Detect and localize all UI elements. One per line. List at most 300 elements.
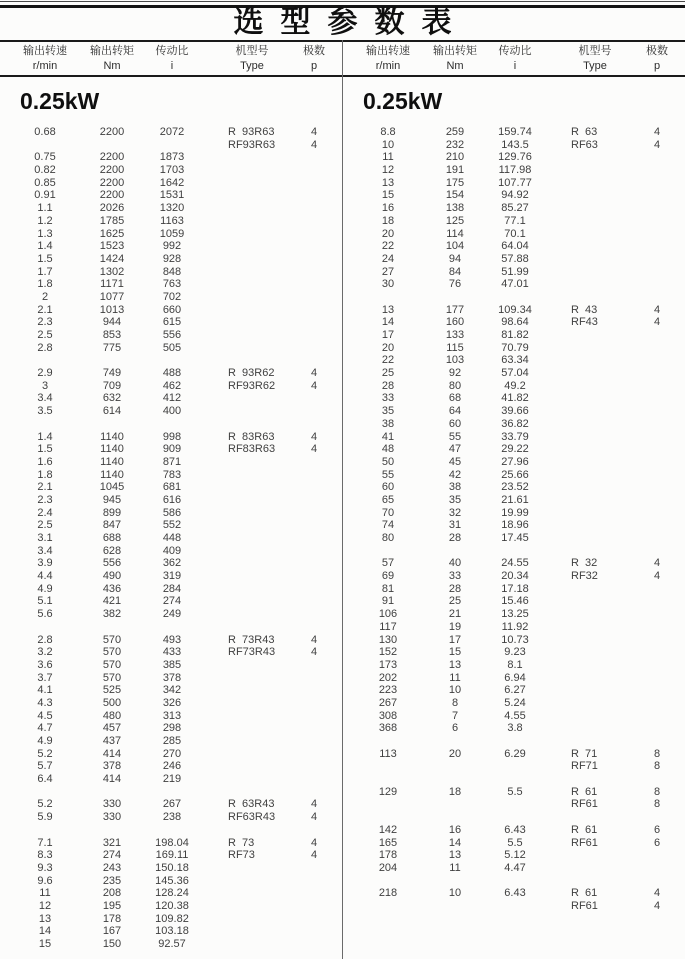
left-table-blocks (0, 126, 342, 951)
header-poles-unit: p (653, 60, 661, 72)
table-row (0, 684, 342, 697)
torque-cell: 2200 (99, 176, 125, 189)
table-row (0, 545, 342, 558)
table-row (0, 380, 342, 393)
type-cell: R 61 (571, 823, 598, 836)
type-cell (210, 316, 294, 329)
type-cell: R 32 (571, 557, 598, 570)
type-cell: R 93R63 (228, 126, 275, 138)
speed-cell: 55 (381, 468, 395, 481)
type-cell (210, 925, 294, 938)
poles-cell: 8 (653, 785, 661, 798)
table-header-left (0, 44, 342, 74)
poles-cell (637, 862, 677, 875)
ratio-cell: 326 (162, 696, 182, 709)
speed-cell: 74 (381, 519, 395, 532)
table-row (0, 291, 342, 304)
header-output-torque (433, 44, 477, 74)
table-row (0, 735, 342, 748)
poles-cell: 6 (653, 823, 661, 836)
poles-cell (294, 202, 334, 215)
type-cell (553, 532, 637, 545)
table-row (343, 392, 685, 405)
torque-cell: 33 (448, 570, 462, 583)
type-cell (210, 748, 294, 761)
type-cell (210, 545, 294, 558)
table-row (0, 595, 342, 608)
poles-cell (294, 228, 334, 241)
type-cell (553, 507, 637, 520)
poles-cell (637, 215, 677, 228)
poles-cell (294, 481, 334, 494)
ratio-cell: 238 (162, 811, 182, 824)
table-row (343, 228, 685, 241)
ratio-cell: 9.23 (504, 646, 526, 659)
ratio-cell: 488 (162, 367, 182, 380)
table-row (343, 304, 685, 317)
table-row (0, 507, 342, 520)
speed-cell: 204 (378, 861, 398, 874)
poles-cell (294, 189, 334, 202)
torque-cell: 42 (448, 468, 462, 481)
torque-cell: 614 (102, 405, 122, 418)
poles-cell: 4 (310, 430, 318, 443)
type-cell (553, 266, 637, 279)
poles-cell (294, 392, 334, 405)
torque-cell: 177 (445, 303, 465, 316)
poles-cell (637, 710, 677, 723)
table-row (0, 278, 342, 291)
speed-cell: 12 (38, 899, 52, 912)
table-row (343, 177, 685, 190)
ratio-cell (477, 900, 553, 913)
poles-cell (637, 608, 677, 621)
torque-cell: 45 (448, 455, 462, 468)
type-cell (553, 228, 637, 241)
ratio-cell: 5.5 (507, 785, 523, 798)
top-rule-thin (0, 1, 685, 2)
poles-cell (637, 342, 677, 355)
table-row (343, 532, 685, 545)
speed-cell: 1.6 (37, 455, 53, 468)
ratio-cell: 33.79 (501, 430, 529, 443)
ratio-cell: 109.82 (155, 912, 189, 925)
table-row (343, 481, 685, 494)
torque-cell: 175 (445, 176, 465, 189)
table-row (0, 367, 342, 380)
header-ratio-unit: i (513, 60, 517, 72)
ratio-cell: 128.24 (155, 887, 189, 900)
torque-cell: 632 (102, 392, 122, 405)
header-output-torque (90, 44, 134, 74)
type-cell: RF32 (571, 570, 598, 583)
type-cell (553, 621, 637, 634)
torque-cell: 1171 (100, 278, 124, 291)
ratio-cell: 1873 (159, 151, 185, 164)
type-cell: RF71 (571, 760, 598, 773)
ratio-cell: 992 (162, 240, 182, 253)
table-row (0, 925, 342, 938)
header-output-torque-label: 输出转矩 (90, 45, 134, 57)
header-output-speed-label: 输出转速 (23, 45, 67, 57)
type-cell (210, 329, 294, 342)
poles-cell (294, 519, 334, 532)
ratio-cell: 4.55 (504, 709, 526, 722)
torque-cell: 2200 (99, 164, 125, 177)
ratio-cell: 702 (162, 290, 182, 303)
type-cell (210, 519, 294, 532)
torque-cell: 414 (102, 773, 122, 786)
speed-cell: 2.8 (37, 341, 53, 354)
ratio-cell: 412 (162, 392, 182, 405)
torque-cell: 1523 (99, 240, 125, 253)
type-cell (210, 760, 294, 773)
speed-cell: 13 (38, 912, 52, 925)
torque-cell: 570 (102, 646, 122, 659)
ratio-cell: 23.52 (501, 481, 529, 494)
table-block (343, 824, 685, 875)
type-cell (210, 684, 294, 697)
poles-cell (637, 532, 677, 545)
torque-cell: 382 (102, 608, 122, 621)
poles-cell (294, 570, 334, 583)
torque-cell: 13 (448, 849, 462, 862)
poles-cell (294, 748, 334, 761)
table-row (0, 266, 342, 279)
speed-cell: 1.4 (37, 430, 53, 443)
type-cell (210, 913, 294, 926)
table-row (343, 621, 685, 634)
type-cell (553, 684, 637, 697)
ratio-cell: 107.77 (498, 176, 532, 189)
ratio-cell: 36.82 (501, 417, 529, 430)
table-row (0, 722, 342, 735)
torque-cell: 853 (102, 329, 122, 341)
type-cell (210, 735, 294, 748)
table-row (0, 215, 342, 228)
type-cell (210, 189, 294, 202)
ratio-cell: 505 (162, 341, 182, 354)
type-cell (553, 392, 637, 405)
table-row (343, 380, 685, 393)
speed-cell: 0.82 (34, 164, 56, 177)
poles-cell (294, 304, 334, 317)
ratio-cell: 15.46 (501, 595, 529, 608)
torque-cell: 68 (448, 392, 462, 405)
torque-cell: 709 (102, 379, 122, 392)
header-output-torque-unit: Nm (103, 60, 121, 72)
table-block (343, 126, 685, 291)
table-row (0, 456, 342, 469)
table-row (343, 316, 685, 329)
speed-cell: 129 (378, 785, 398, 798)
type-cell: RF73R43 (228, 646, 276, 659)
table-row (0, 228, 342, 241)
table-row (343, 748, 685, 761)
type-cell (210, 494, 294, 507)
speed-cell: 2.5 (37, 329, 53, 341)
torque-cell: 178 (102, 912, 122, 925)
speed-cell: 5.1 (37, 595, 53, 608)
table-row (343, 583, 685, 596)
table-row (343, 672, 685, 685)
table-row (343, 215, 685, 228)
table-row (0, 760, 342, 773)
header-ratio (477, 44, 553, 74)
type-cell (553, 278, 637, 291)
ratio-cell: 145.36 (155, 874, 189, 887)
ratio-cell: 448 (162, 532, 182, 544)
speed-cell (343, 798, 433, 811)
torque-cell: 32 (448, 506, 462, 519)
ratio-cell: 270 (162, 747, 182, 760)
poles-cell (294, 875, 334, 888)
poles-cell (294, 278, 334, 291)
type-cell (210, 456, 294, 469)
ratio-cell: 109.34 (498, 303, 532, 316)
table-row (343, 443, 685, 456)
torque-cell: 17 (448, 633, 462, 646)
table-row (343, 595, 685, 608)
torque-cell: 421 (102, 595, 122, 608)
speed-cell: 3.6 (37, 658, 53, 671)
type-cell (210, 659, 294, 672)
poles-cell (637, 583, 677, 596)
poles-cell (637, 431, 677, 444)
type-cell (553, 202, 637, 215)
torque-cell: 1140 (100, 430, 124, 443)
header-type-label: 机型号 (235, 45, 269, 57)
ratio-cell: 2072 (159, 126, 185, 138)
table-row (343, 266, 685, 279)
torque-cell: 125 (445, 214, 465, 227)
poles-cell (294, 342, 334, 355)
speed-cell: 5.9 (37, 811, 53, 824)
type-cell (553, 215, 637, 228)
torque-cell: 160 (445, 316, 465, 329)
poles-cell (637, 189, 677, 202)
table-row (0, 202, 342, 215)
ratio-cell: 57.88 (501, 252, 529, 265)
ratio-cell: 57.04 (501, 367, 529, 380)
table-row (343, 608, 685, 621)
speed-cell: 14 (38, 925, 52, 938)
ratio-cell: 70.1 (504, 227, 526, 240)
type-cell (553, 354, 637, 367)
speed-cell: 14 (381, 316, 395, 329)
speed-cell: 4.5 (37, 709, 53, 722)
torque-cell: 688 (102, 532, 122, 544)
type-cell (553, 380, 637, 393)
type-cell (553, 659, 637, 672)
table-row (0, 608, 342, 621)
table-row (0, 494, 342, 507)
poles-cell: 4 (310, 138, 318, 151)
torque-cell: 628 (102, 544, 122, 557)
type-cell (553, 431, 637, 444)
poles-cell (637, 240, 677, 253)
speed-cell: 33 (381, 392, 395, 405)
speed-cell: 106 (378, 608, 398, 621)
torque-cell: 11 (449, 861, 461, 874)
header-ratio (134, 44, 210, 74)
speed-cell: 2.3 (37, 493, 53, 506)
type-cell: R 43 (571, 303, 598, 316)
table-block (343, 748, 685, 773)
speed-cell: 3.7 (37, 671, 53, 684)
type-cell (210, 392, 294, 405)
table-row (343, 202, 685, 215)
type-cell (210, 900, 294, 913)
speed-cell: 22 (381, 354, 395, 367)
table-row (0, 913, 342, 926)
table-row (0, 811, 342, 824)
poles-cell (294, 608, 334, 621)
table-row (0, 139, 342, 152)
torque-cell: 570 (102, 633, 122, 646)
poles-cell (637, 380, 677, 393)
poles-cell (637, 418, 677, 431)
poles-cell (294, 329, 334, 342)
ratio-cell: 98.64 (501, 316, 529, 329)
poles-cell (294, 773, 334, 786)
table-row (343, 722, 685, 735)
poles-cell (637, 392, 677, 405)
poles-cell (637, 684, 677, 697)
ratio-cell: 143.5 (501, 138, 529, 151)
torque-cell (90, 139, 134, 152)
poles-cell: 4 (653, 303, 661, 316)
speed-cell: 117 (379, 620, 397, 633)
speed-cell: 218 (378, 887, 398, 900)
speed-cell: 15 (381, 189, 395, 202)
poles-cell (294, 722, 334, 735)
speed-cell: 2.3 (37, 316, 53, 329)
poles-cell (294, 456, 334, 469)
ratio-cell: 29.22 (501, 443, 529, 456)
type-cell (553, 367, 637, 380)
type-cell (553, 494, 637, 507)
ratio-cell: 11.92 (501, 620, 529, 633)
table-block (343, 304, 685, 545)
type-cell (210, 202, 294, 215)
poles-cell (294, 925, 334, 938)
speed-cell: 0.68 (34, 126, 56, 138)
poles-cell: 4 (310, 836, 318, 849)
ratio-cell: 284 (162, 582, 182, 595)
torque-cell: 80 (448, 379, 462, 392)
torque-cell: 18 (448, 785, 462, 798)
ratio-cell: 385 (162, 658, 182, 671)
ratio-cell: 6.43 (504, 887, 526, 900)
speed-cell: 2.5 (37, 519, 53, 532)
ratio-cell: 615 (162, 316, 182, 329)
torque-cell: 378 (102, 760, 122, 773)
speed-cell: 3.4 (37, 544, 53, 557)
torque-cell: 232 (445, 138, 465, 151)
poles-cell (294, 913, 334, 926)
type-cell: R 83R63 (228, 430, 275, 443)
torque-cell: 1140 (100, 468, 124, 481)
table-row (0, 469, 342, 482)
poles-cell (637, 443, 677, 456)
type-cell: R 73R43 (228, 633, 275, 646)
table-row (0, 431, 342, 444)
table-row (0, 253, 342, 266)
speed-cell: 11 (382, 151, 394, 164)
torque-cell: 150 (102, 938, 122, 950)
right-table (343, 86, 685, 925)
type-cell (210, 240, 294, 253)
torque-cell: 11 (449, 671, 461, 684)
ratio-cell: 4.47 (504, 861, 526, 874)
torque-cell: 414 (102, 747, 122, 760)
table-row (343, 456, 685, 469)
table-row (0, 443, 342, 456)
poles-cell (294, 469, 334, 482)
type-cell: RF43 (571, 316, 598, 329)
torque-cell: 243 (102, 861, 122, 874)
poles-cell (294, 684, 334, 697)
ratio-cell: 198.04 (155, 836, 189, 849)
table-row (0, 773, 342, 786)
torque-cell: 1785 (99, 214, 125, 227)
type-cell (210, 164, 294, 177)
speed-cell: 13 (381, 176, 395, 189)
ratio-cell: 246 (162, 760, 182, 773)
speed-cell: 81 (381, 582, 395, 595)
speed-cell: 3.1 (37, 532, 53, 544)
table-row (343, 684, 685, 697)
speed-cell: 38 (381, 417, 395, 430)
speed-cell: 20 (381, 341, 395, 354)
type-cell: RF61 (571, 899, 598, 912)
table-row (0, 392, 342, 405)
ratio-cell: 21.61 (501, 493, 529, 506)
speed-cell: 2.9 (37, 367, 53, 380)
table-row (0, 710, 342, 723)
torque-cell: 1302 (99, 265, 125, 278)
ratio-cell: 433 (162, 646, 182, 659)
ratio-cell: 616 (162, 493, 182, 506)
torque-cell: 2200 (99, 126, 125, 138)
torque-cell: 1140 (100, 455, 124, 468)
table-row (0, 837, 342, 850)
torque-cell: 2026 (99, 202, 125, 215)
ratio-cell: 63.34 (501, 354, 529, 367)
type-cell (553, 177, 637, 190)
ratio-cell: 660 (162, 303, 182, 316)
header-type-unit: Type (583, 60, 607, 72)
ratio-cell: 909 (162, 443, 182, 456)
ratio-cell: 64.04 (501, 240, 529, 253)
ratio-cell: 117.98 (498, 164, 532, 177)
ratio-cell: 94.92 (501, 189, 529, 202)
speed-cell: 16 (381, 202, 395, 215)
header-ratio-label: 传动比 (155, 45, 189, 57)
torque-cell: 13 (448, 658, 462, 671)
type-cell (210, 570, 294, 583)
ratio-cell: 49.2 (504, 379, 526, 392)
table-row (0, 164, 342, 177)
type-cell (210, 608, 294, 621)
table-row (343, 507, 685, 520)
ratio-cell: 77.1 (504, 214, 526, 227)
poles-cell: 8 (653, 760, 661, 773)
type-cell (553, 443, 637, 456)
header-ratio-label: 传动比 (498, 45, 532, 57)
header-ratio-unit: i (170, 60, 174, 72)
